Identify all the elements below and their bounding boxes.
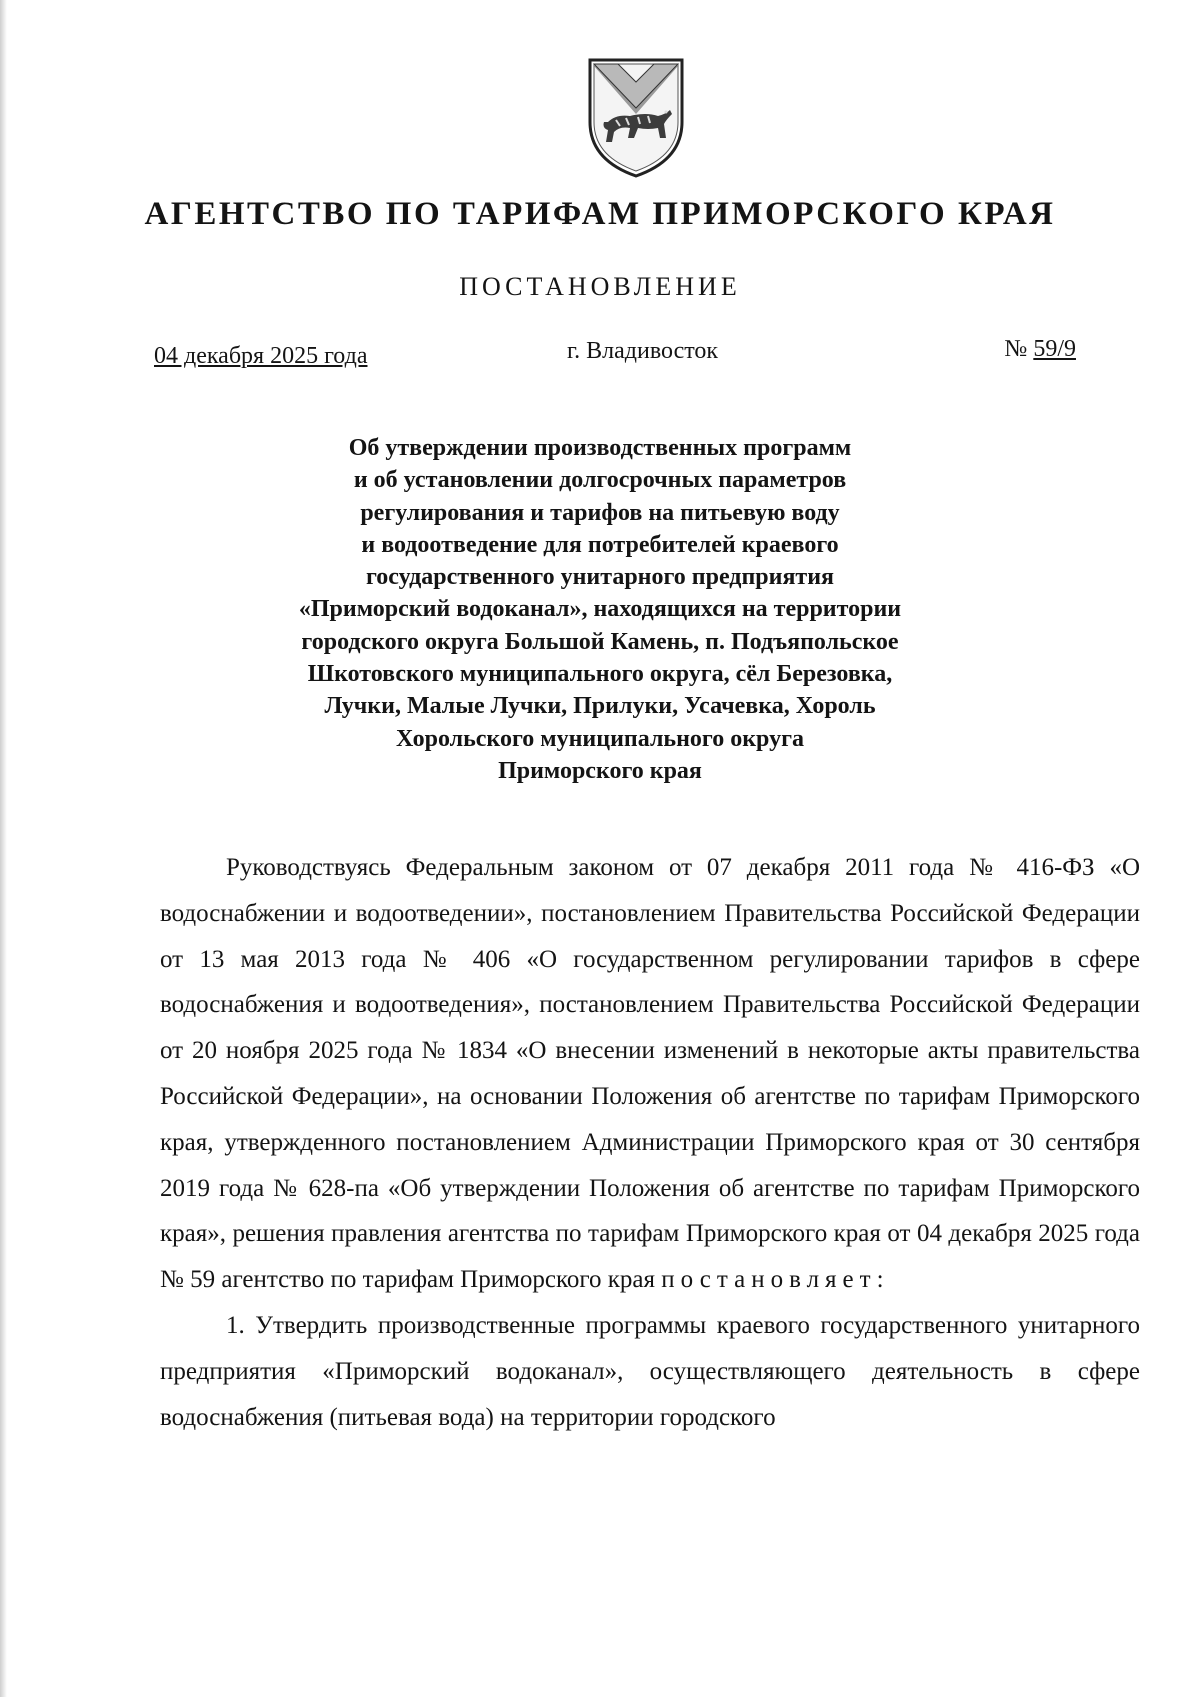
title-line: регулирования и тарифов на питьевую воду bbox=[360, 499, 840, 526]
document-type: ПОСТАНОВЛЕНИЕ bbox=[459, 272, 741, 301]
title-line: Лучки, Малые Лучки, Прилуки, Усачевка, Хороль bbox=[324, 693, 876, 720]
title-line: Шкотовского муниципального округа, сёл Березовка, bbox=[307, 661, 893, 688]
scan-edge bbox=[0, 0, 7, 1697]
title-line: городского округа Большой Камень, п. Подъяпольское bbox=[301, 628, 899, 655]
item-1-paragraph: 1. Утвердить производственные программы краевого государственного унитарного предприятия «Приморский водоканал», осуществляющего деятельность в сфере водоснабжения (питьевая вода) на территории городского bbox=[160, 1311, 1140, 1431]
document-city: г. Владивосток bbox=[567, 338, 719, 364]
resolves-word: постановляет: bbox=[661, 1266, 890, 1294]
preamble-text: Руководствуясь Федеральным законом от 07 декабря 2011 года № 416-ФЗ «О водоснабжении и водоотведении», постановлением Правительства Российской Федерации от 13 мая 2013 года № 406 «О государственном регулировании тарифов в сфере водоснабжения и водоотведения», постановлением Правительства Российской Федерации от 20 ноября 2025 года № 1834 «О внесении изменений в некоторые акты правительства Российской Федерации», на основании Положения об агентстве по тарифам Приморского края, утвержденного постановлением Администрации Приморского края от 30 сентября 2019 года № 628-па «Об утверждении Положения об агентстве по тарифам Приморского края», решения правления агентства по тарифам Приморского края от 04 декабря 2025 года № 59 агентство по тарифам Приморского края bbox=[160, 854, 1140, 1294]
agency-name: АГЕНТСТВО ПО ТАРИФАМ ПРИМОРСКОГО КРАЯ bbox=[144, 196, 1056, 232]
number-value: 59/9 bbox=[1033, 336, 1076, 362]
title-line: Хорольского муниципального округа bbox=[396, 725, 804, 752]
document-date: 04 декабря 2025 года bbox=[154, 343, 368, 369]
title-line: Приморского края bbox=[498, 757, 702, 784]
document-title bbox=[0, 432, 1200, 787]
document-body bbox=[160, 845, 1140, 1440]
title-line: и об установлении долгосрочных параметров bbox=[353, 467, 847, 494]
title-line: государственного унитарного предприятия bbox=[365, 564, 835, 591]
title-line: «Приморский водоканал», находящихся на территории bbox=[298, 596, 902, 623]
number-sign: № bbox=[1004, 336, 1028, 362]
title-line: Об утверждении производственных программ bbox=[348, 435, 852, 461]
preamble-paragraph bbox=[160, 845, 1140, 1303]
document-number bbox=[1004, 336, 1076, 363]
coat-of-arms-icon bbox=[586, 52, 686, 182]
title-line: и водоотведение для потребителей краевого bbox=[361, 531, 839, 558]
